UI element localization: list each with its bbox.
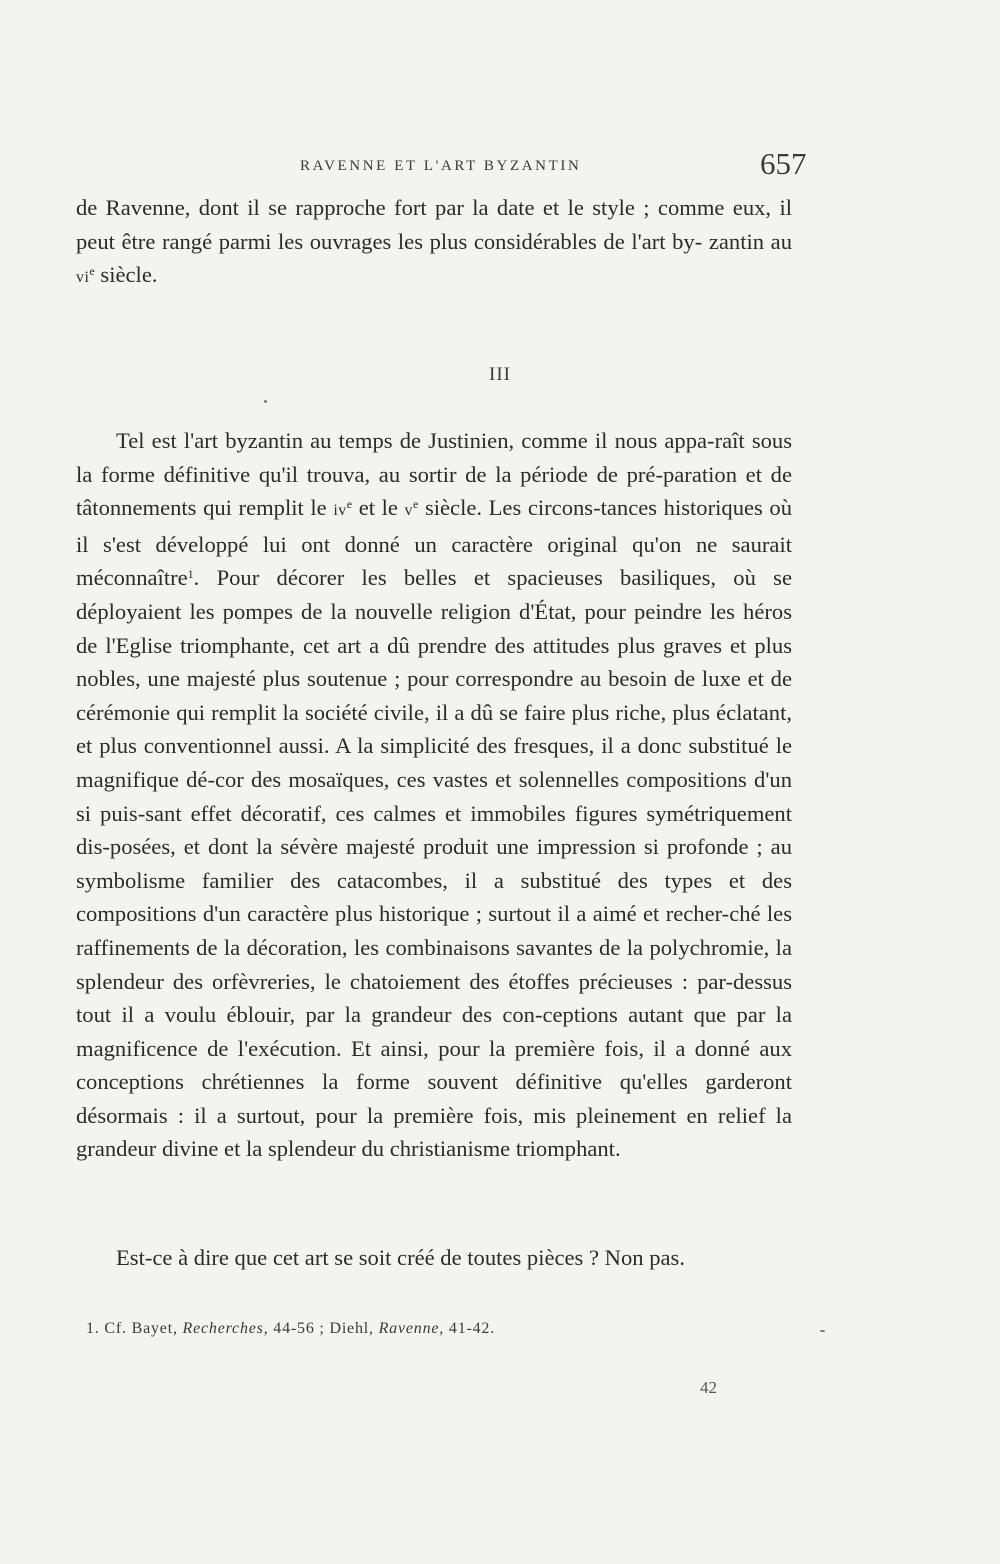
footnote-work-title: Recherches [182,1320,264,1337]
text-line: il peut être rangé parmi les ouvrages les plus considérables de l'art by- [76,195,792,254]
section-heading: III [489,364,511,385]
paragraph-text: Tel est l'art byzantin au temps de Justinien, comme il nous appa-raît sous la forme définitive qu'il trouva, au sortir de la période de pré-paration et de tâtonnements qui remplit le [76,428,792,521]
running-title: RAVENNE ET L'ART BYZANTIN [300,158,582,174]
running-head [300,146,820,186]
footnote [86,1320,495,1338]
paragraph-last [76,1241,792,1275]
century-numeral: iv [333,502,347,520]
paragraph-text: et le [352,495,405,521]
paragraph-text: siècle. Les circons-tances historiques où il s'est développé lui ont donné un caractère original qu'on ne saurait méconnaître [76,495,793,591]
superscript: e [413,497,419,512]
paragraph-main [76,424,792,1166]
footnote-text: , 44-56 ; Diehl, [263,1320,379,1337]
superscript: e [89,264,95,279]
page-number: 657 [760,146,807,181]
footnote-number: 1. [86,1320,100,1337]
footnote-reference: 1 [187,567,194,582]
paragraph-text: . Pour décorer les belles et spacieuses basiliques, où se déployaient les pompes de la nouvelle religion d'État, pour peindre les héros de l'Eglise triomphante, cet art a dû prendre des attitudes plus graves et plus nobles, une majesté plus soutenue ; pour correspondre au besoin de luxe et de cérémonie qui remplit la société civile, il a dû se faire plus riche, plus éclatant, et plus conventionnel aussi. A la simplicité des fresques, il a donc substitué le magnifique dé-cor des mosaïques, ces vastes et solennelles compositions d'un si puis-sant effet décoratif, ces calmes et immobiles figures symétriquement dis-posées, et dont la sévère majesté produit une impression si profonde ; au symbolisme familier des catacombes, il a substitué des types et des compositions d'un caractère plus historique ; surtout il a aimé et recher-ché les raffinements de la décoration, les combinaisons savantes de la polychromie, la splendeur des orfèvreries, le chatoiement des étoffes précieuses : par-dessus tout il a voulu éblouir, par la grandeur des con-ceptions autant que par la magnificence de l'exécution. Et ainsi, pour la première fois, il a donné aux conceptions chrétiennes la forme souvent définitive qu'elles garderont désormais : il a surtout, pour la première fois, mis pleinement en relief la grandeur divine et la splendeur du christianisme triomphant. [76,565,792,1162]
paragraph-text: Est-ce à dire que cet art se soit créé de toutes pièces ? Non pas. [116,1245,685,1270]
paragraph-continued [76,191,792,295]
footnote-text: , 41-42. [439,1320,496,1337]
century-numeral: vi [76,269,90,287]
superscript: e [346,497,353,512]
text-line: zantin au [708,228,792,254]
text-line: siècle. [94,262,158,288]
text-line: de Ravenne, dont il se rapproche fort par la date et le style ; comme eux, [76,195,772,220]
century-numeral: v [404,502,414,520]
paper-speck [820,1330,825,1332]
footnote-text: Cf. Bayet, [104,1320,183,1337]
footnote-work-title: Ravenne [378,1320,440,1337]
printer-signature-mark: 42 [700,1378,717,1397]
paper-speck [264,400,267,403]
